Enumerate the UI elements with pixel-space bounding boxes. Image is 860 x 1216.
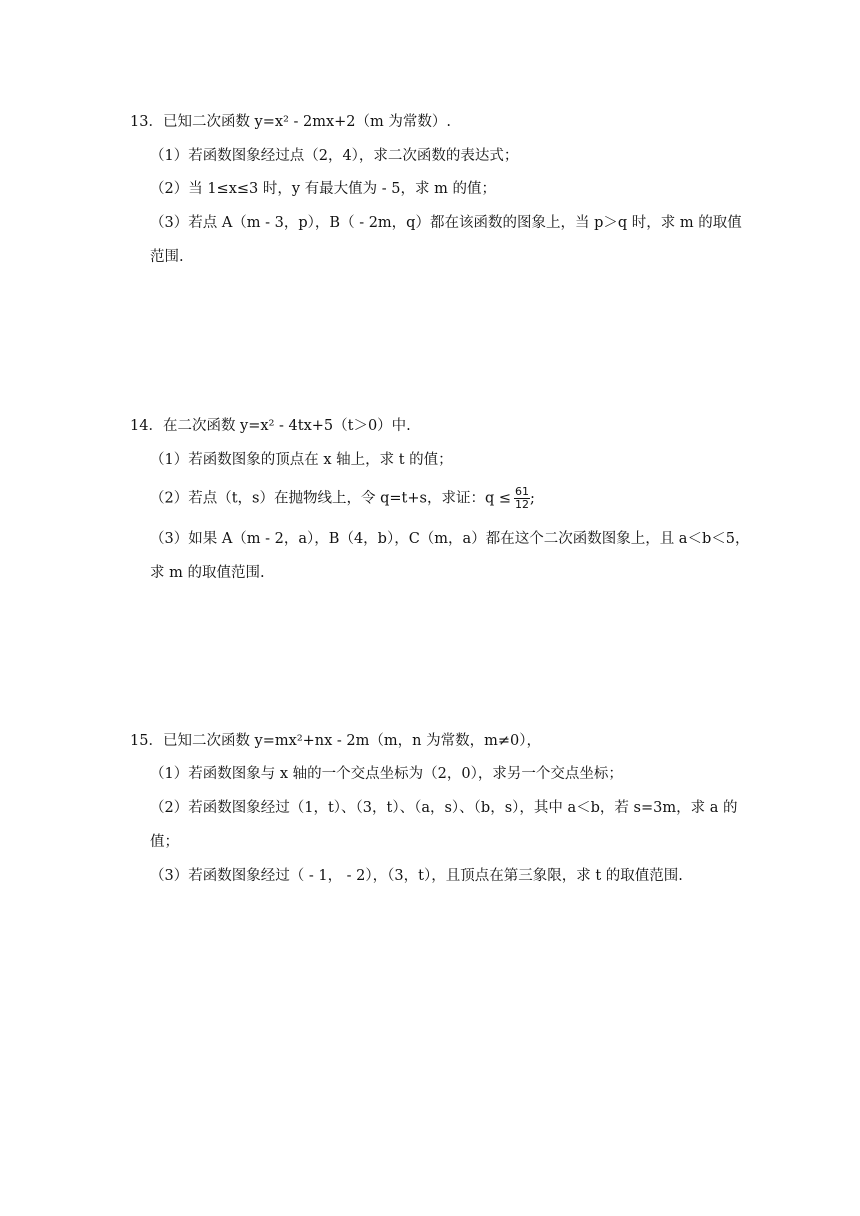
q13-part-3-line-1: （3）若点 A（m ‑ 3，p），B（ ‑ 2m，q）都在该函数的图象上，当 p＞q 时，求 m 的取值 bbox=[150, 215, 742, 231]
q15-part-1: （1）若函数图象与 x 轴的一个交点坐标为（2，0），求另一个交点坐标； bbox=[150, 766, 623, 782]
q13-part-3-line-2: 范围. bbox=[150, 249, 184, 265]
fraction-denominator: 12 bbox=[515, 498, 529, 511]
fraction-numerator: 61 bbox=[515, 485, 529, 498]
q14-part-3-line-2: 求 m 的取值范围. bbox=[150, 565, 265, 581]
q14-part-1: （1）若函数图象的顶点在 x 轴上，求 t 的值； bbox=[150, 452, 453, 468]
question-text: 在二次函数 y=x² ‑ 4tx+5（t＞0）中. bbox=[162, 418, 411, 434]
q13-part-1: （1）若函数图象经过点（2，4），求二次函数的表达式； bbox=[150, 148, 519, 164]
question-text: 已知二次函数 y=mx²+nx ‑ 2m（m，n 为常数，m≠0）， bbox=[162, 733, 541, 749]
q15-part-3: （3）若函数图象经过（ ‑ 1， ‑ 2），（3，t），且顶点在第三象限，求 t 的取值范围. bbox=[150, 868, 683, 884]
question-number: 14． bbox=[130, 418, 163, 434]
question-13-stem bbox=[130, 112, 451, 132]
fraction bbox=[514, 486, 530, 511]
q13-part-2: （2）当 1≤x≤3 时，y 有最大值为 ‑ 5，求 m 的值； bbox=[150, 181, 496, 197]
q15-part-2-line-1: （2）若函数图象经过（1，t）、（3，t）、（a，s）、（b，s），其中 a＜b，若 s=3m，求 a 的 bbox=[150, 800, 738, 816]
q14-part-2-text: （2）若点（t，s）在抛物线上，令 q=t+s，求证：q ≤ bbox=[150, 490, 511, 507]
q14-part-2 bbox=[150, 486, 535, 511]
q14-part-3-line-1: （3）如果 A（m ‑ 2，a），B（4，b），C（m，a）都在这个二次函数图象上，且 a＜b＜5， bbox=[150, 531, 750, 547]
q15-part-2-line-2: 值； bbox=[150, 834, 179, 850]
question-number: 15． bbox=[130, 733, 163, 749]
q14-part-2-end: ; bbox=[530, 490, 535, 507]
question-text: 已知二次函数 y=x² ‑ 2mx+2（m 为常数）. bbox=[162, 114, 452, 130]
question-14-stem bbox=[130, 416, 411, 436]
question-number: 13． bbox=[130, 114, 163, 130]
question-15-stem bbox=[130, 731, 541, 751]
